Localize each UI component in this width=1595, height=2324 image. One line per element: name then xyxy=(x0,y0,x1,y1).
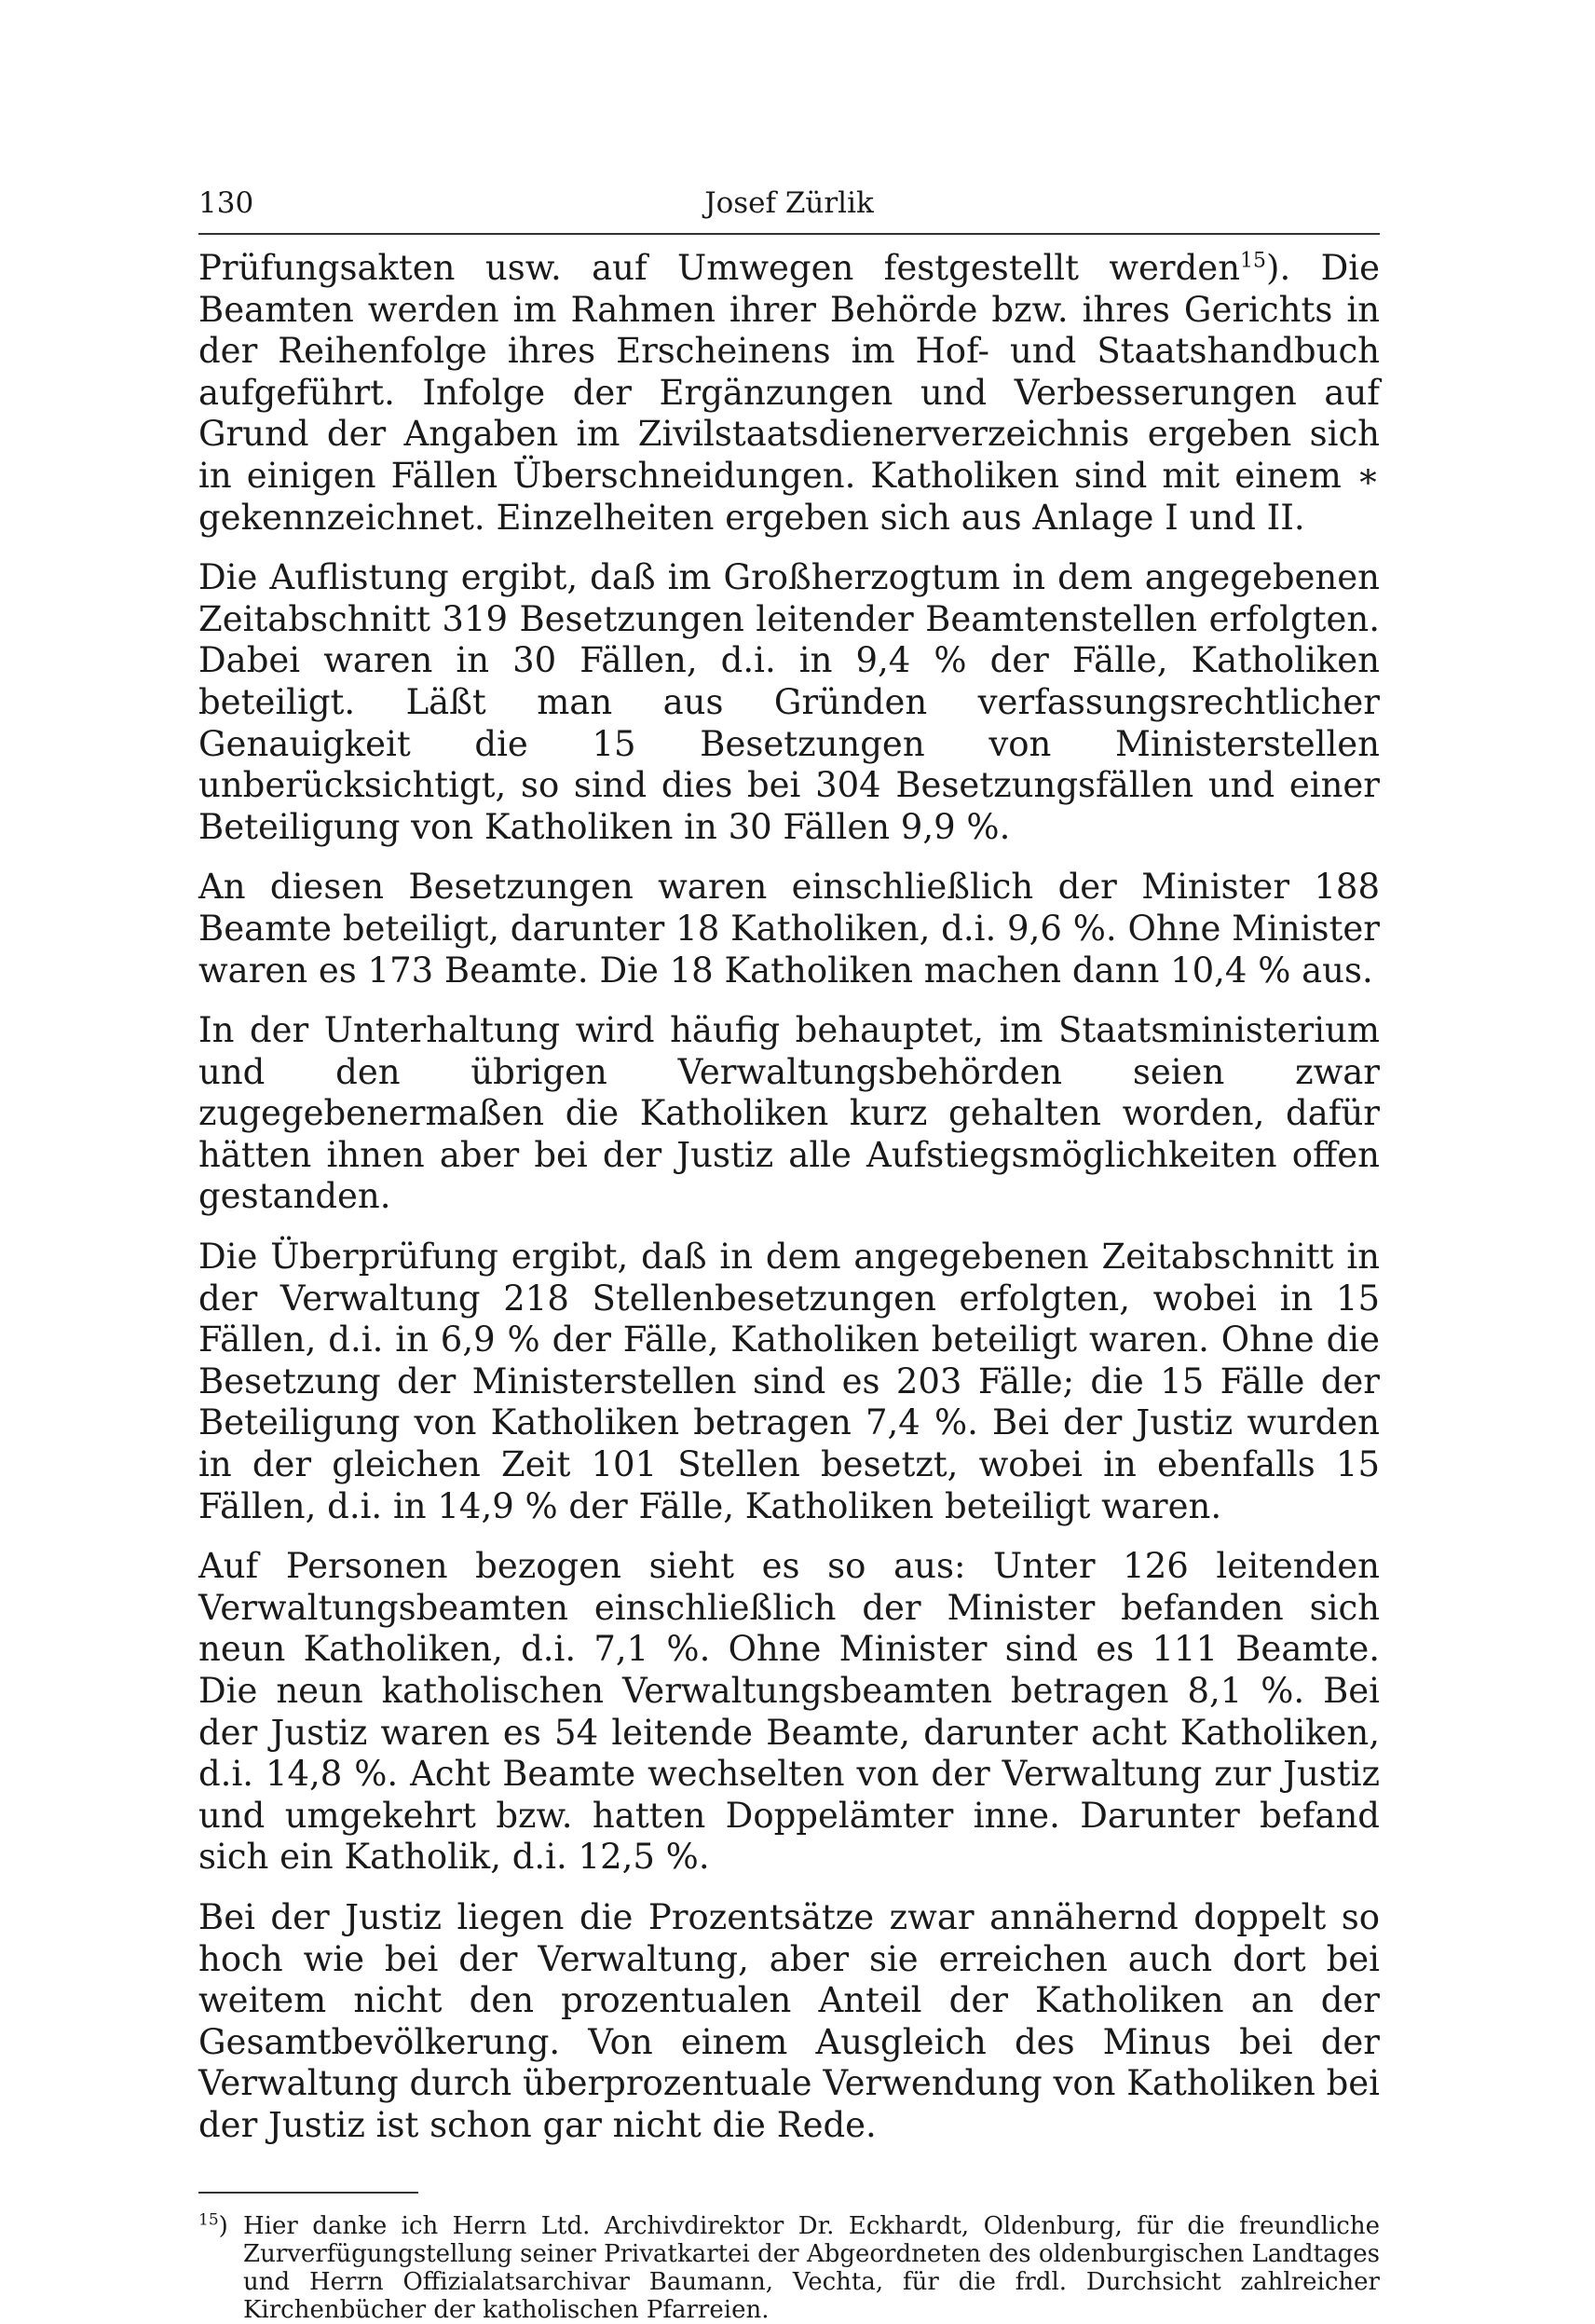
footnote-rule xyxy=(198,2192,418,2194)
page-number: 130 xyxy=(198,186,254,220)
running-title: Josef Zürlik xyxy=(704,186,874,220)
header-rule xyxy=(198,233,1380,235)
paragraph: Die Auflistung ergibt, daß im Großherzogtum in dem angegebenen Zeitabschnitt 319 Besetzungen leitender Beamtenstellen erfolgten. Dabei waren in 30 Fällen, d.i. in 9,4 % der Fälle, Katholiken beteiligt. Läßt man aus Gründen verfassungsrechtlicher Genauigkeit die 15 Besetzungen von Ministerstellen unberücksichtigt, so sind dies bei 304 Besetzungsfällen und einer Beteiligung von Katholiken in 30 Fällen 9,9 %. xyxy=(198,557,1380,847)
body-text xyxy=(198,248,1380,2147)
paragraph: Die Überprüfung ergibt, daß in dem angegebenen Zeitabschnitt in der Verwaltung 218 Stellenbesetzungen erfolgten, wobei in 15 Fällen, d.i. in 6,9 % der Fälle, Katholiken beteiligt waren. Ohne die Besetzung der Ministerstellen sind es 203 Fälle; die 15 Fälle der Beteiligung von Katholiken betragen 7,4 %. Bei der Justiz wurden in der gleichen Zeit 101 Stellen besetzt, wobei in ebenfalls 15 Fällen, d.i. in 14,9 % der Fälle, Katholiken beteiligt waren. xyxy=(198,1237,1380,1526)
paragraph: An diesen Besetzungen waren einschließlich der Minister 188 Beamte beteiligt, darunter 18 Katholiken, d.i. 9,6 %. Ohne Minister waren es 173 Beamte. Die 18 Katholiken machen dann 10,4 % aus. xyxy=(198,867,1380,991)
footnote-reference: 15 xyxy=(1240,249,1267,273)
footnote-marker: $^{15}$) xyxy=(198,2209,228,2240)
footnote xyxy=(198,2209,1380,2324)
running-head xyxy=(198,185,1380,222)
paragraph: Auf Personen bezogen sieht es so aus: Unter 126 leitenden Verwaltungsbeamten einschließlich der Minister befanden sich neun Katholiken, d.i. 7,1 %. Ohne Minister sind es 111 Beamte. Die neun katholischen Verwaltungsbeamten betragen 8,1 %. Bei der Justiz waren es 54 leitende Beamte, darunter acht Katholiken, d.i. 14,8 %. Acht Beamte wechselten von der Verwaltung zur Justiz und umgekehrt bzw. hatten Doppelämter inne. Darunter befand sich ein Katholik, d.i. 12,5 %. xyxy=(198,1546,1380,1878)
paragraph: Prüfungsakten usw. auf Umwegen festgestellt werden$^{15}$). Die Beamten werden im Rahmen ihrer Behörde bzw. ihres Gerichts in der Reihenfolge ihres Erscheinens im Hof- und Staatshandbuch aufgeführt. Infolge der Ergänzungen und Verbesserungen auf Grund der Angaben im Zivilstaatsdienerverzeichnis ergeben sich in einigen Fällen Überschneidungen. Katholiken sind mit einem ∗ gekennzeichnet. Einzelheiten ergeben sich aus Anlage I und II. xyxy=(198,248,1380,538)
book-page xyxy=(198,185,1380,2324)
paragraph: In der Unterhaltung wird häufig behauptet, im Staatsministerium und den übrigen Verwaltungsbehörden seien zwar zugegebenermaßen die Katholiken kurz gehalten worden, dafür hätten ihnen aber bei der Justiz alle Aufstiegsmöglichkeiten offen gestanden. xyxy=(198,1010,1380,1217)
footnote-text: Hier danke ich Herrn Ltd. Archivdirektor Dr. Eckhardt, Oldenburg, für die freundliche Zurverfügungstellung seiner Privatkartei der Abgeordneten des oldenburgischen Landtages und Herrn Offizialatsarchivar Baumann, Vechta, für die frdl. Durchsicht zahlreicher Kirchenbücher der katholischen Pfarreien. xyxy=(243,2211,1380,2324)
paragraph: Bei der Justiz liegen die Prozentsätze zwar annähernd doppelt so hoch wie bei der Verwaltung, aber sie erreichen auch dort bei weitem nicht den prozentualen Anteil der Katholiken an der Gesamtbevölkerung. Von einem Ausgleich des Minus bei der Verwaltung durch überprozentuale Verwendung von Katholiken bei der Justiz ist schon gar nicht die Rede. xyxy=(198,1896,1380,2145)
